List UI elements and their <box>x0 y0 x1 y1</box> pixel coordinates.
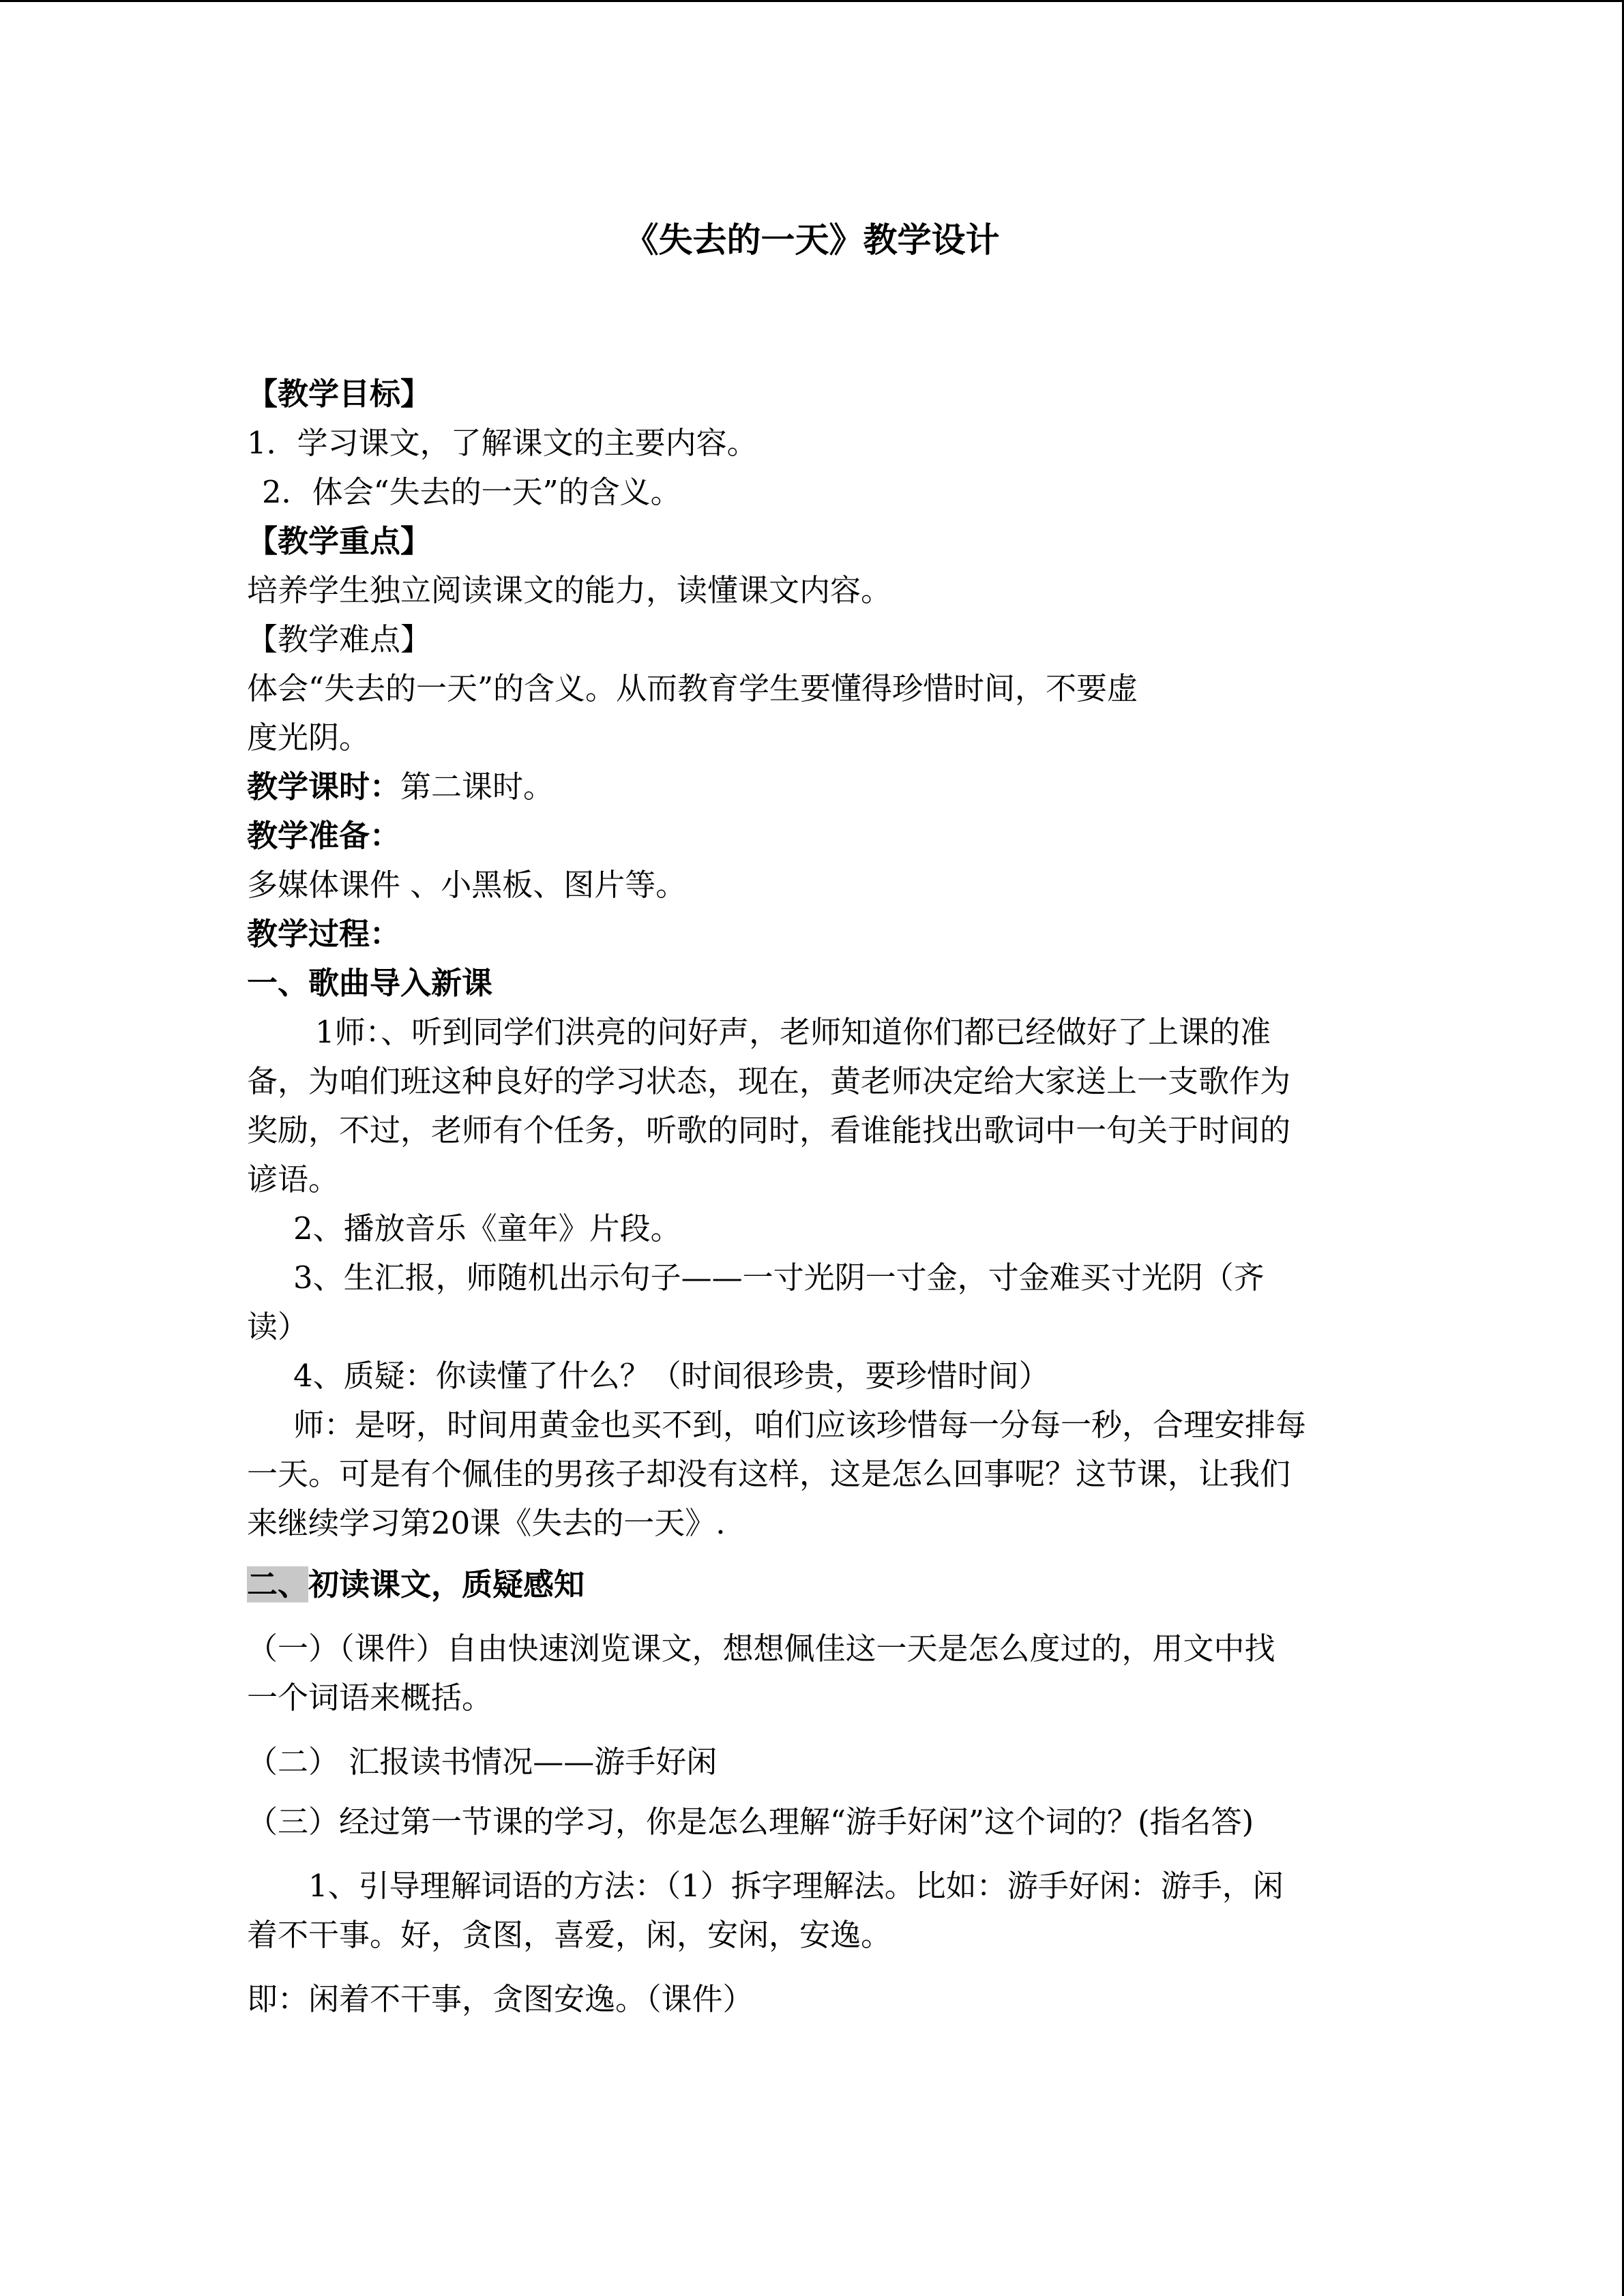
text-line-19 <box>293 1257 1265 1298</box>
text-line-9 <box>247 766 554 807</box>
text-line-4 <box>247 521 431 562</box>
text-line-content: （三）经过第一节课的学习，你是怎么理解“游手好闲”这个词的？(指名答) <box>247 1804 1254 1840</box>
text-line-7 <box>247 668 1138 709</box>
text-line-12 <box>247 914 400 955</box>
text-line-label: 教学课时： <box>247 769 401 805</box>
text-line-1 <box>247 374 431 415</box>
text-line-8 <box>247 717 370 758</box>
page-border-top <box>0 0 1624 2</box>
text-line-17 <box>247 1159 339 1200</box>
text-line-content: 多媒体课件 、小黑板、图片等。 <box>247 867 687 903</box>
text-line-content: 教学准备： <box>247 818 401 854</box>
text-line-11 <box>247 865 686 906</box>
text-line-13 <box>247 963 492 1004</box>
text-line-25 <box>247 1564 585 1605</box>
text-line-24 <box>247 1503 726 1544</box>
text-line-content: （二） 汇报读书情况——游手好闲 <box>247 1744 718 1780</box>
text-line-content: 【教学重点】 <box>247 523 432 559</box>
text-line-content: 来继续学习第20课《失去的一天》. <box>247 1505 726 1541</box>
text-line-20 <box>247 1307 308 1347</box>
text-line-content: 3、生汇报，师随机出示句子——一寸光阴一寸金，寸金难买寸光阴（齐 <box>293 1259 1265 1296</box>
text-line-content: 教学过程： <box>247 916 401 952</box>
text-line-content: 1师：、听到同学们洪亮的问好声，老师知道你们都已经做好了上课的准 <box>315 1014 1271 1050</box>
text-line-15 <box>247 1061 1290 1102</box>
text-line-content: 培养学生独立阅读课文的能力，读懂课文内容。 <box>247 572 892 608</box>
text-line-content: 【教学难点】 <box>247 621 432 657</box>
text-line-29 <box>247 1802 1254 1843</box>
text-line-content: 度光阴。 <box>247 719 370 756</box>
text-line-content: 第二课时。 <box>400 769 555 805</box>
text-line-2 <box>247 423 758 464</box>
text-line-16 <box>247 1110 1290 1151</box>
text-line-content: 一天。可是有个佩佳的男孩子却没有这样，这是怎么回事呢？这节课，让我们 <box>247 1456 1291 1492</box>
text-line-26 <box>247 1628 1275 1669</box>
text-line-content: 4、质疑：你读懂了什么？（时间很珍贵，要珍惜时间） <box>293 1358 1050 1394</box>
text-line-18 <box>293 1208 681 1249</box>
text-line-28 <box>247 1742 717 1783</box>
text-line-content: 【教学目标】 <box>247 376 432 412</box>
text-line-6 <box>247 619 431 660</box>
text-line-content: 初读课文，质疑感知 <box>308 1566 585 1602</box>
text-line-21 <box>293 1356 1050 1397</box>
text-line-content: 1．学习课文，了解课文的主要内容。 <box>247 425 758 461</box>
text-line-content: 体会“失去的一天”的含义。从而教育学生要懂得珍惜时间，不要虚 <box>247 670 1138 706</box>
text-line-content: 备，为咱们班这种良好的学习状态，现在，黄老师决定给大家送上一支歌作为 <box>247 1063 1291 1099</box>
text-line-content: 着不干事。好，贪图，喜爱，闲，安闲，安逸。 <box>247 1917 892 1953</box>
highlighted-text: 二、 <box>247 1566 309 1602</box>
text-line-content: 即：闲着不干事，贪图安逸。（课件） <box>247 1981 754 2017</box>
text-line-14 <box>315 1012 1271 1053</box>
text-line-content: 1、引导理解词语的方法：（1）拆字理解法。比如：游手好闲：游手，闲 <box>308 1868 1284 1904</box>
text-line-content: 奖励，不过，老师有个任务，听歌的同时，看谁能找出歌词中一句关于时间的 <box>247 1112 1291 1148</box>
document-title: 《失去的一天》教学设计 <box>624 220 1000 260</box>
text-line-content: 师：是呀，时间用黄金也买不到，咱们应该珍惜每一分每一秒，合理安排每 <box>293 1407 1307 1443</box>
text-line-30 <box>308 1866 1284 1907</box>
text-line-5 <box>247 570 891 611</box>
text-line-content: （一）（课件）自由快速浏览课文，想想佩佳这一天是怎么度过的，用文中找 <box>247 1630 1275 1667</box>
text-line-content: 一、歌曲导入新课 <box>247 965 493 1001</box>
text-line-3 <box>262 472 681 513</box>
text-line-22 <box>293 1405 1306 1446</box>
text-line-23 <box>247 1454 1290 1495</box>
text-line-32 <box>247 1979 754 2020</box>
text-line-content: 读） <box>247 1309 309 1345</box>
text-line-10 <box>247 816 400 856</box>
text-line-31 <box>247 1915 891 1956</box>
text-line-content: 一个词语来概括。 <box>247 1680 493 1716</box>
text-line-content: 谚语。 <box>247 1161 340 1197</box>
text-line-27 <box>247 1678 492 1718</box>
text-line-content: 2、播放音乐《童年》片段。 <box>293 1210 681 1247</box>
text-line-content: 2．体会“失去的一天”的含义。 <box>262 474 681 510</box>
